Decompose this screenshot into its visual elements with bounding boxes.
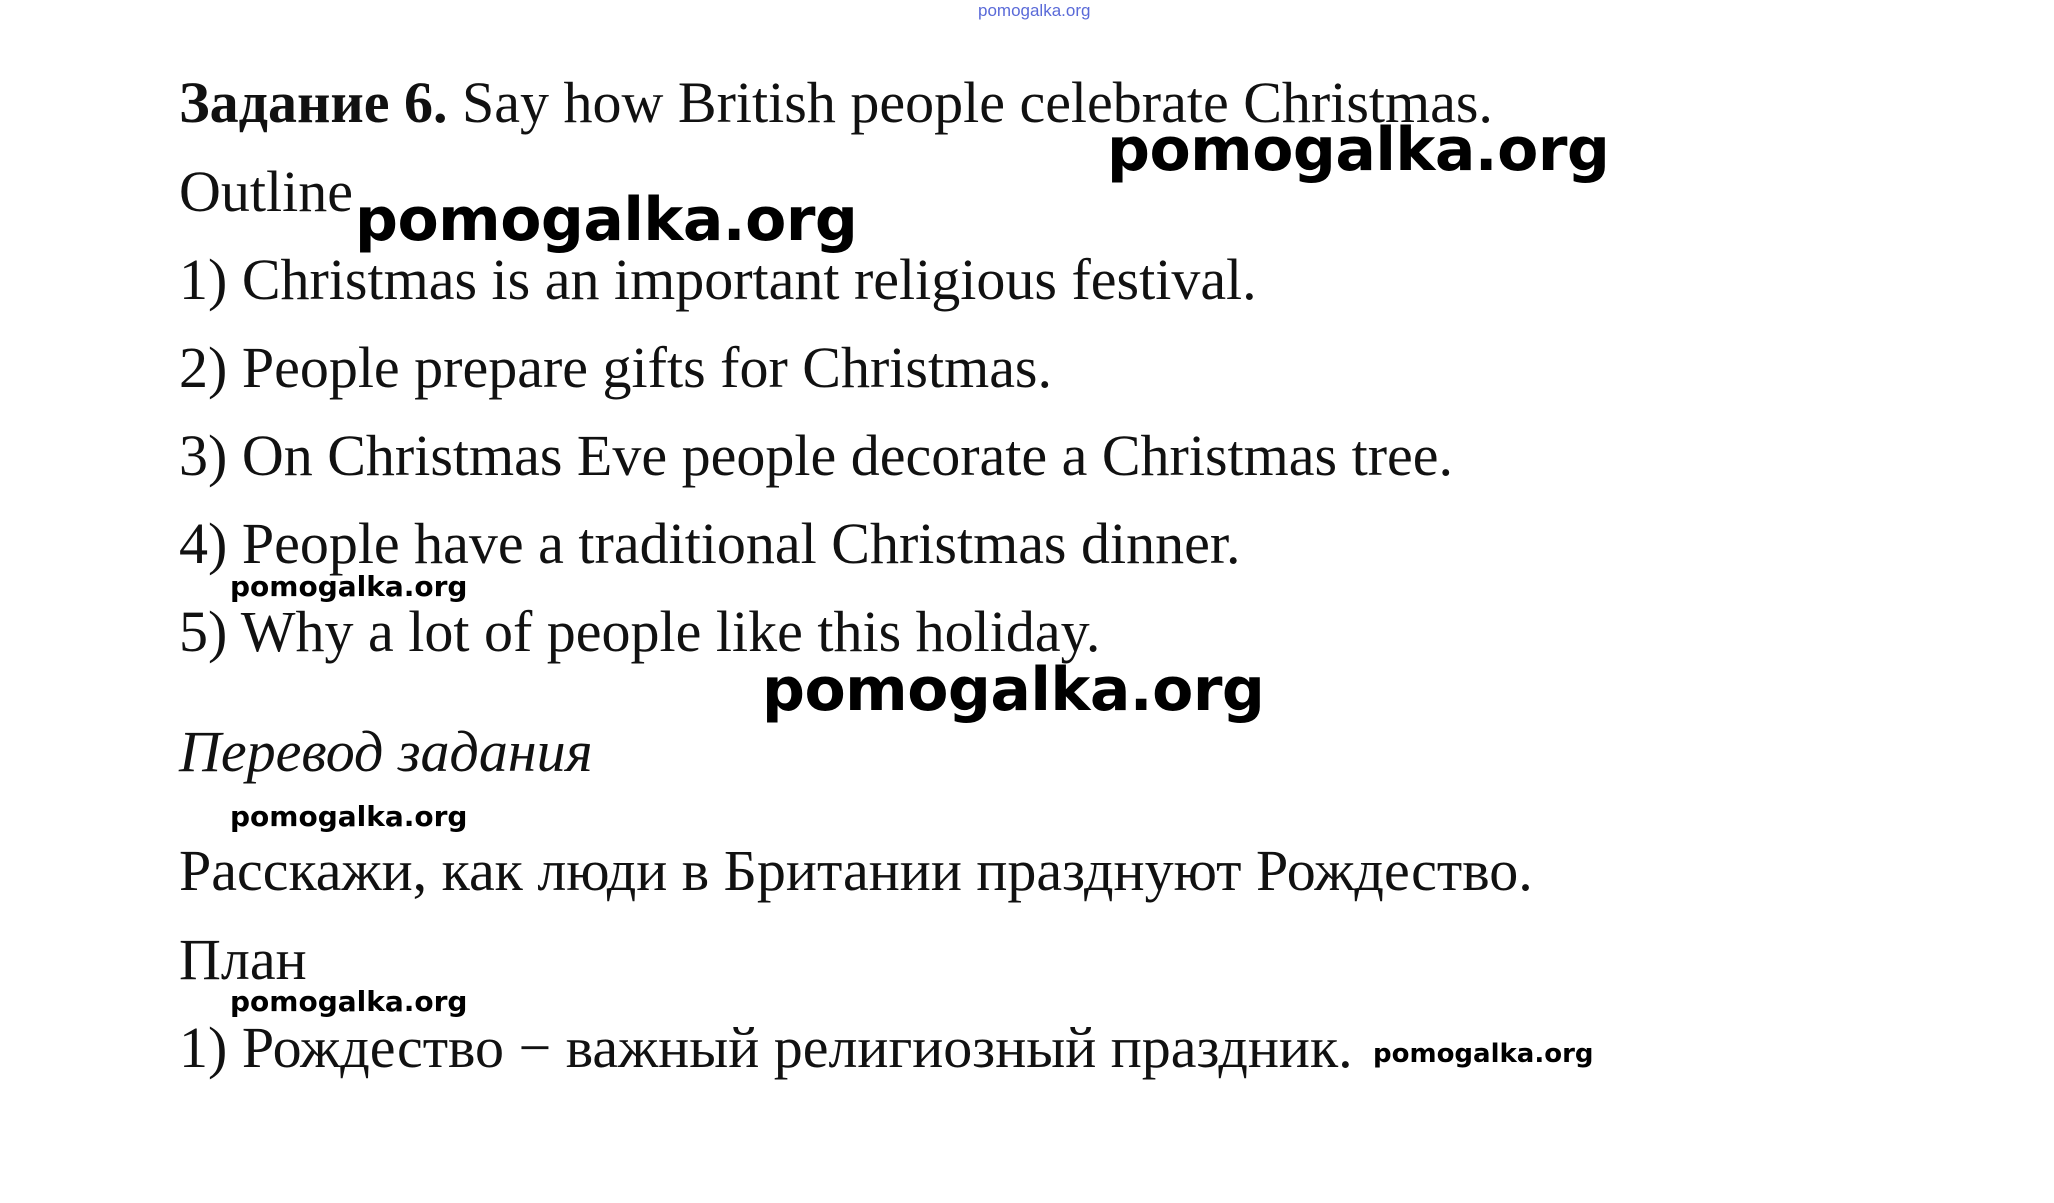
outline-title: Outline (179, 159, 353, 224)
plan-item-1: 1) Рождество − важный религиозный праздник. (179, 1015, 1353, 1080)
translation-text: Расскажи, как люди в Британии празднуют Рождество. (179, 838, 1533, 903)
task-label: Задание 6. (179, 70, 448, 135)
top-watermark: pomogalka.org (978, 1, 1091, 20)
watermark-small-3: pomogalka.org (230, 985, 468, 1018)
outline-item-1: 1) Christmas is an important religious festival. (179, 247, 1257, 312)
outline-item-2: 2) People prepare gifts for Christmas. (179, 335, 1053, 400)
watermark-large-1: pomogalka.org (1107, 115, 1610, 185)
watermark-small-1: pomogalka.org (230, 570, 468, 603)
watermark-large-3: pomogalka.org (762, 655, 1265, 725)
watermark-small-2: pomogalka.org (230, 800, 468, 833)
plan-title: План (179, 927, 307, 992)
task-prompt: Say how British people celebrate Christmas. (447, 70, 1493, 135)
outline-item-5: 5) Why a lot of people like this holiday. (179, 599, 1101, 664)
translation-heading: Перевод задания (179, 719, 593, 784)
watermark-large-2: pomogalka.org (355, 185, 858, 255)
watermark-small-4: pomogalka.org (1373, 1039, 1594, 1069)
outline-item-3: 3) On Christmas Eve people decorate a Christmas tree. (179, 423, 1453, 488)
outline-item-4: 4) People have a traditional Christmas dinner. (179, 511, 1241, 576)
